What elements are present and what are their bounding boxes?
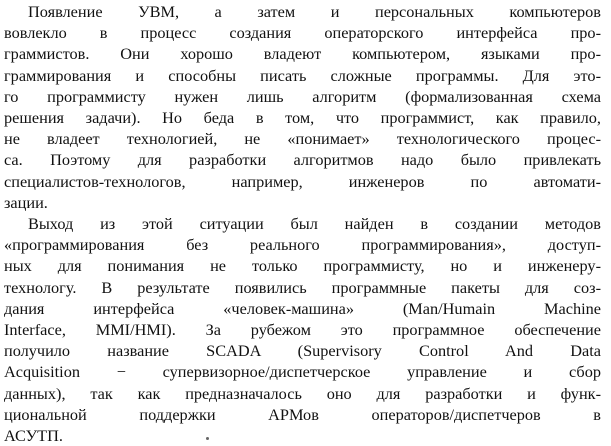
paragraph-2 bbox=[4, 213, 601, 446]
text-line: Acquisition − супервизорное/диспетчерское управление и сбор bbox=[4, 362, 601, 382]
text-line: Interface, MMI/HMI). За рубежом это программное обеспечение bbox=[4, 320, 601, 340]
text-line: «программирования без реального программирования», доступ- bbox=[4, 235, 601, 255]
text-line: специалистов-технологов, например, инженеров по автомати- bbox=[4, 171, 601, 191]
text-line: граммирования и способны писать сложные программы. Для это- bbox=[4, 65, 601, 85]
text-line: ных для понимания не только программисту, но и инженеру- bbox=[4, 256, 601, 276]
paragraph-1 bbox=[4, 1, 601, 213]
text-line: технологу. В результате появились программные пакеты для соз- bbox=[4, 277, 601, 297]
text-line: АСУТП. bbox=[4, 426, 63, 446]
text-line: го программисту нужен лишь алгоритм (формализованная схема bbox=[4, 86, 601, 106]
text-line: циональной поддержки АРМов операторов/диспетчеров в bbox=[4, 404, 601, 424]
text-line: не владеет технологией, не «понимает» технологического процес- bbox=[4, 129, 601, 149]
text-line: са. Поэтому для разработки алгоритмов надо было привлекать bbox=[4, 150, 601, 170]
text-line: граммистов. Они хорошо владеют компьютером, языками про- bbox=[4, 44, 601, 64]
text-line: Появление УВМ, а затем и персональных компьютеров bbox=[28, 2, 601, 21]
text-line: получило название SCADA (Supervisory Control And Data bbox=[4, 341, 601, 361]
text-line: решения задачи). Но беда в том, что программист, как правило, bbox=[4, 108, 601, 128]
text-line: дания интерфейса «человек-машина» (Man/Humain Machine bbox=[4, 298, 601, 318]
scan-speck bbox=[206, 437, 209, 440]
text-line: данных), так как предназначалось оно для разработки и функ- bbox=[4, 383, 601, 403]
text-line: зации. bbox=[4, 192, 48, 212]
text-line: Выход из этой ситуации был найден в создании методов bbox=[28, 214, 601, 234]
text-line: вовлекло в процесс создания операторского интерфейса про- bbox=[4, 23, 601, 43]
